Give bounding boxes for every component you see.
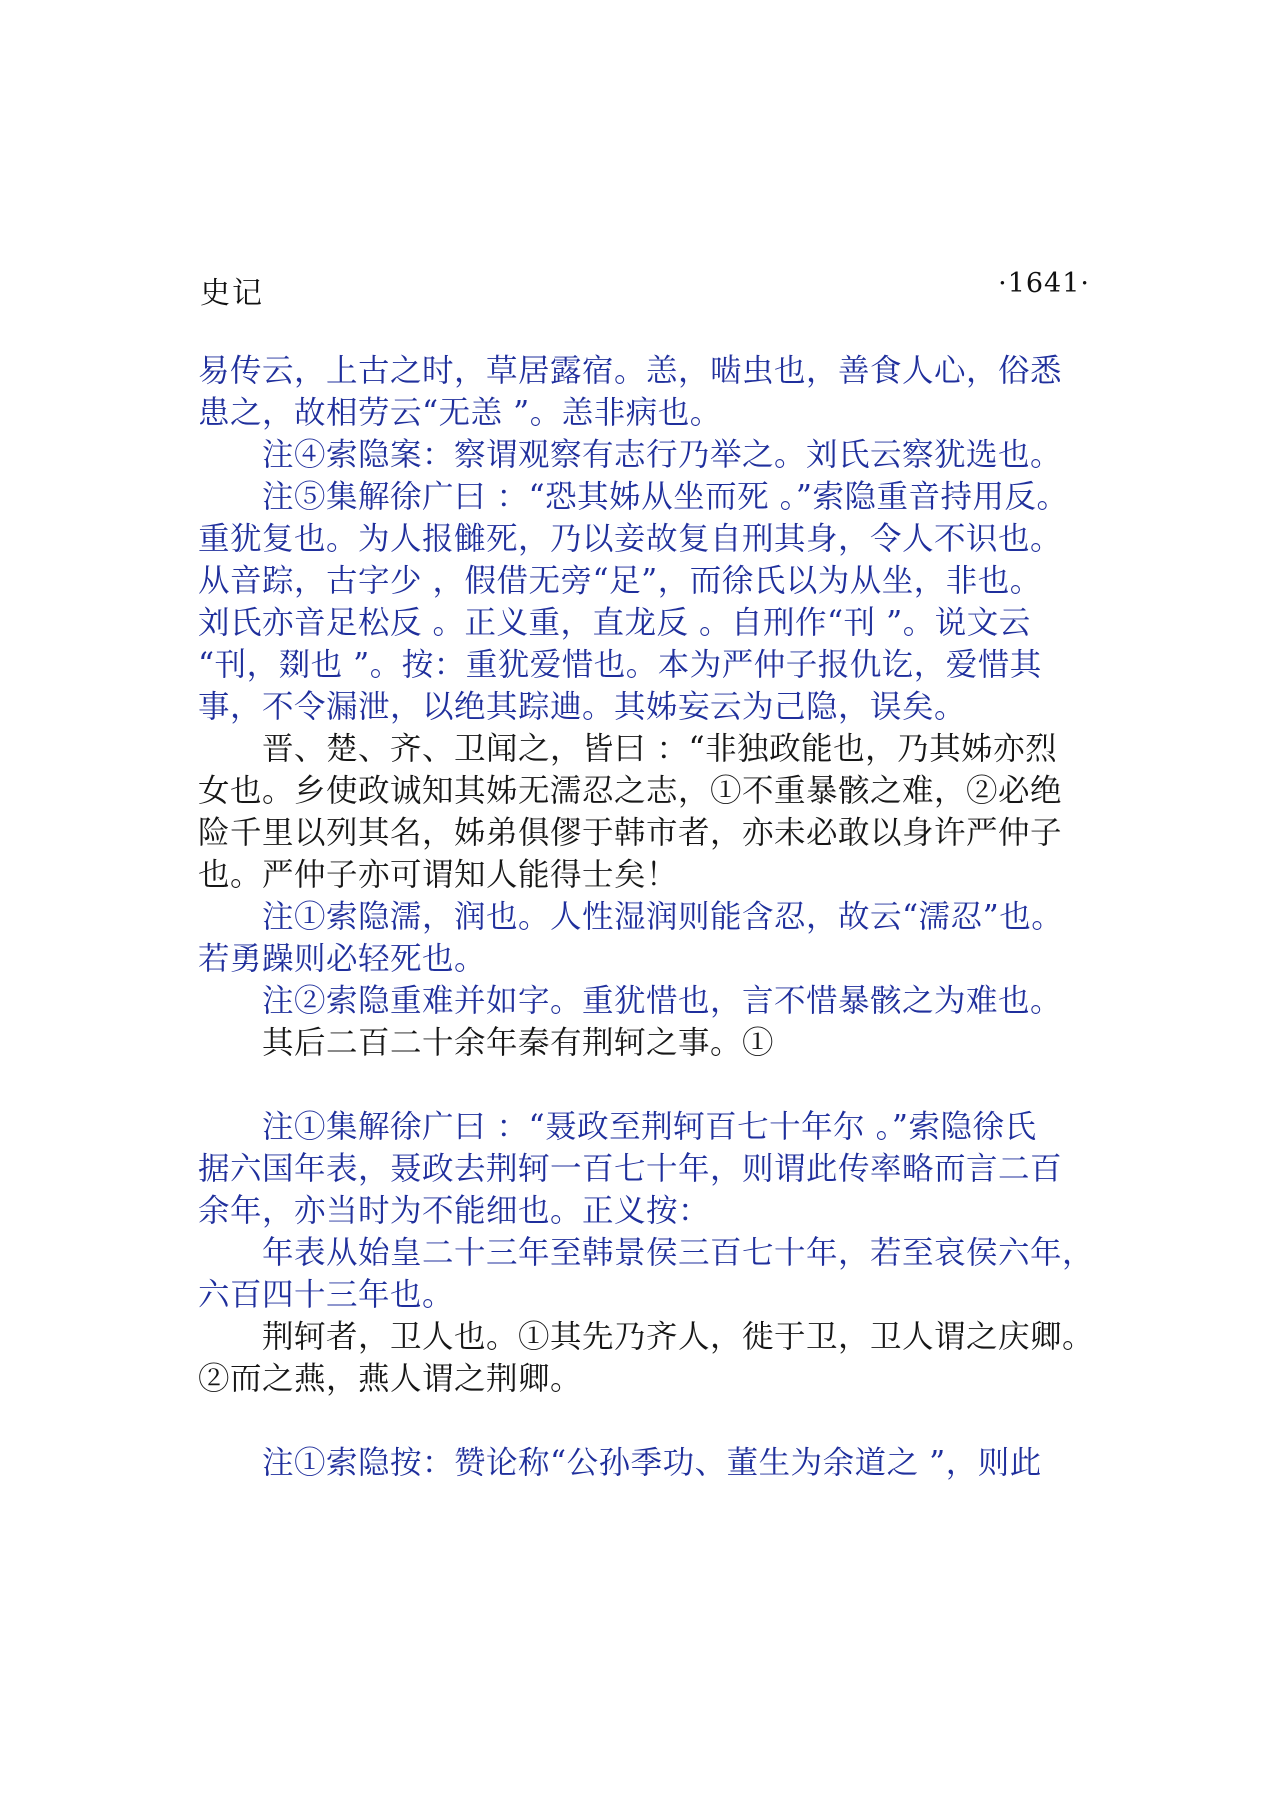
commentary-line: 注①索隐濡，润也。人性湿润则能含忍，故云“濡忍”也。 <box>262 899 1064 935</box>
commentary-line: “刊，剟也 ”。按：重犹爱惜也。本为严仲子报仇讫，爱惜其 <box>198 647 1042 683</box>
commentary-line: 从音踪，古字少 ，假借无旁“足”，而徐氏以为从坐，非也。 <box>198 563 1042 599</box>
commentary-line: 易传云，上古之时，草居露宿。恙，啮虫也，善食人心，俗悉 <box>198 353 1063 389</box>
commentary-line: 据六国年表，聂政去荆轲一百七十年，则谓此传率略而言二百 <box>198 1151 1063 1187</box>
main-text-line: ②而之燕，燕人谓之荆卿。 <box>198 1361 583 1397</box>
commentary-line: 余年，亦当时为不能细也。正义按： <box>198 1193 711 1229</box>
commentary-line: 注①索隐按：赞论称“公孙季功、董生为余道之 ”，则此 <box>262 1445 1042 1481</box>
commentary-line: 重犹复也。为人报雠死，乃以妾故复自刑其身，令人不识也。 <box>198 521 1063 557</box>
commentary-line: 患之，故相劳云“无恙 ”。恙非病也。 <box>198 395 722 431</box>
commentary-line: 注④索隐案：察谓观察有志行乃举之。刘氏云察犹选也。 <box>262 437 1063 473</box>
page-header <box>200 268 1090 311</box>
main-text-line: 险千里以列其名，姊弟俱僇于韩市者，亦未必敢以身许严仲子 <box>198 815 1063 851</box>
commentary-line: 年表从始皇二十三年至韩景侯三百七十年，若至哀侯六年， <box>262 1235 1095 1271</box>
body-text <box>198 350 1118 1484</box>
commentary-line: 注①集解徐广曰 ：“聂政至荆轲百七十年尔 。”索隐徐氏 <box>262 1109 1037 1145</box>
main-text-line: 也。严仲子亦可谓知人能得士矣！ <box>198 857 679 893</box>
commentary-line: 事，不令漏泄，以绝其踪䢗。其姊妄云为己隐，误矣。 <box>198 689 967 725</box>
commentary-line: 注②索隐重难并如字。重犹惜也，言不惜暴骸之为难也。 <box>262 983 1063 1019</box>
paragraph-gap <box>198 1064 1118 1106</box>
commentary-line: 若勇躁则必轻死也。 <box>198 941 487 977</box>
commentary-line: 刘氏亦音足松反 。正义重，直龙反 。自刑作“刊 ”。说文云 <box>198 605 1031 641</box>
main-text-line: 荆轲者，卫人也。①其先乃齐人，徙于卫，卫人谓之庆卿。 <box>262 1319 1095 1355</box>
page-number: ·1641· <box>998 268 1090 299</box>
main-text-line: 其后二百二十余年秦有荆轲之事。① <box>262 1025 775 1061</box>
paragraph-gap <box>198 1400 1118 1442</box>
main-text-line: 晋、楚、齐、卫闻之，皆曰 ：“非独政能也，乃其姊亦烈 <box>262 731 1058 767</box>
book-title: 史记 <box>200 276 264 311</box>
commentary-line: 六百四十三年也。 <box>198 1277 455 1313</box>
main-text-line: 女也。乡使政诚知其姊无濡忍之志，①不重暴骸之难，②必绝 <box>198 773 1063 809</box>
commentary-line: 注⑤集解徐广曰 ：“恐其姊从坐而死 。”索隐重音持用反。 <box>262 479 1069 515</box>
